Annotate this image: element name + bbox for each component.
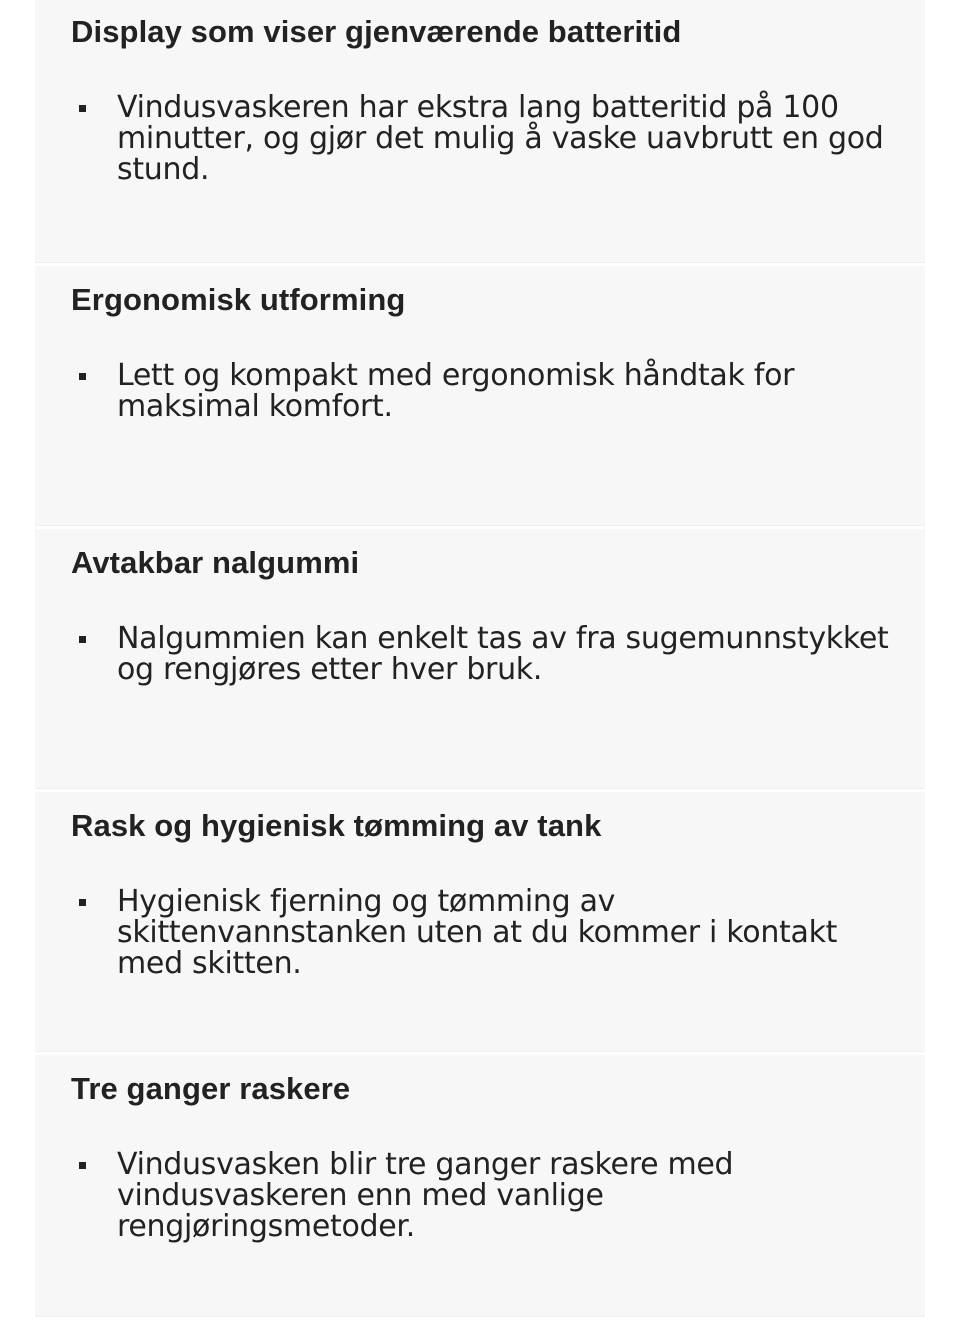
feature-bullets: [71, 1149, 889, 1242]
feature-bullet: [71, 623, 889, 685]
feature-card-removable-squeegee: [35, 529, 925, 789]
feature-card-ergonomic-design: [35, 266, 925, 526]
feature-bullet-text: Lett og kompakt med ergonomisk håndtak for maksimal komfort.: [117, 358, 795, 424]
square-bullet-icon: [79, 636, 86, 643]
feature-bullet: [71, 92, 889, 185]
feature-bullet: [71, 886, 889, 979]
feature-bullet: [71, 360, 889, 422]
feature-bullets: [71, 623, 889, 685]
feature-card-three-times-faster: [35, 1055, 925, 1317]
square-bullet-icon: [79, 899, 86, 906]
feature-bullet: [71, 1149, 889, 1242]
feature-list: [35, 0, 925, 1317]
feature-bullet-text: Vindusvaskeren har ekstra lang batteritid på 100 minutter, og gjør det mulig å vaske uavbrutt en god stund.: [117, 90, 884, 187]
feature-title: Avtakbar nalgummi: [71, 545, 360, 580]
feature-title: Display som viser gjenværende batteritid: [71, 14, 682, 49]
feature-card-tank-emptying: [35, 792, 925, 1052]
feature-card-battery-display: [35, 0, 925, 263]
feature-bullets: [71, 886, 889, 979]
feature-bullets: [71, 92, 889, 185]
square-bullet-icon: [79, 105, 86, 112]
feature-bullet-text: Hygienisk fjerning og tømming av skittenvannstanken uten at du kommer i kontakt med skitten.: [117, 884, 838, 981]
feature-title: Rask og hygienisk tømming av tank: [71, 808, 602, 843]
feature-bullets: [71, 360, 889, 422]
feature-title: Tre ganger raskere: [71, 1071, 351, 1106]
square-bullet-icon: [79, 1162, 86, 1169]
feature-bullet-text: Nalgummien kan enkelt tas av fra sugemunnstykket og rengjøres etter hver bruk.: [117, 621, 889, 687]
feature-title: Ergonomisk utforming: [71, 282, 406, 317]
square-bullet-icon: [79, 373, 86, 380]
feature-bullet-text: Vindusvasken blir tre ganger raskere med vindusvaskeren enn med vanlige rengjøringsmetoder.: [117, 1147, 734, 1244]
